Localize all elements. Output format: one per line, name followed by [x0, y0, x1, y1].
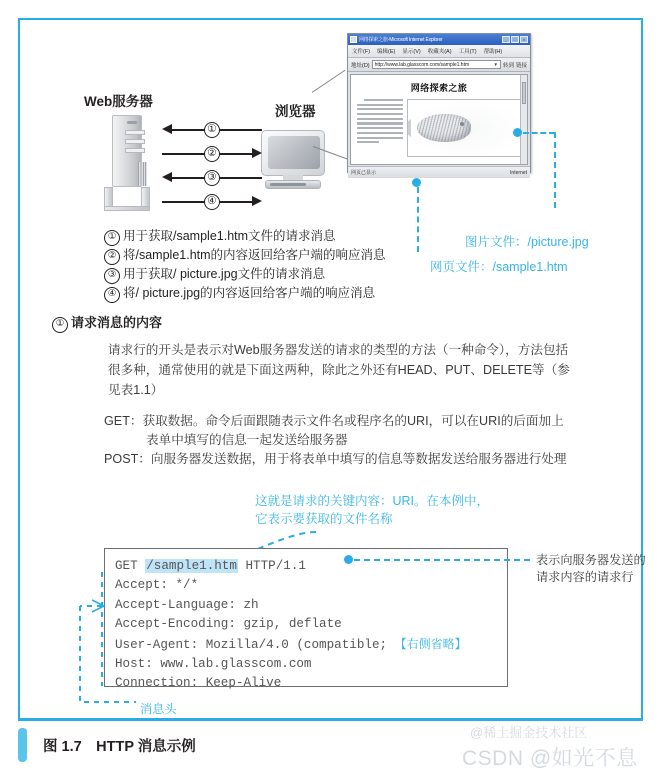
ie-browser-window[interactable] [347, 33, 531, 176]
arrow-row-3 [162, 171, 262, 185]
ie-window-buttons[interactable] [502, 36, 528, 43]
code-line-accept-encoding: Accept-Encoding: gzip, deflate [115, 617, 342, 632]
arrow-row-4 [162, 195, 262, 209]
monitor-screen [268, 136, 320, 169]
section-heading [52, 312, 162, 333]
page-scrollbar[interactable] [520, 75, 527, 164]
code-line-accept: Accept: */* [115, 578, 199, 593]
fish-tail [407, 119, 411, 137]
server-base [104, 185, 150, 211]
close-button[interactable]: × [520, 36, 528, 43]
callout-dash-image-h [523, 132, 555, 134]
chevron-down-icon[interactable]: ▼ [493, 62, 498, 67]
post-description: POST：向服务器发送数据，用于将表单中填写的信息等数据发送给服务器进行处理 [104, 452, 567, 466]
page-image-fish [407, 99, 521, 157]
legend-number: ④ [104, 287, 120, 303]
callout-image-file-label: 图片文件：/picture.jpg [465, 235, 589, 249]
links-button[interactable]: 链接 [515, 62, 527, 69]
legend-item [104, 227, 386, 246]
http-version: HTTP/1.1 [237, 559, 306, 573]
caption-accent-bar [18, 728, 27, 762]
status-text-right: Internet [510, 169, 527, 176]
address-input[interactable] [372, 60, 501, 69]
header-annotation: 消息头 [140, 702, 177, 716]
section-number: ① [52, 317, 68, 333]
caption-text: 图 1.7 HTTP 消息示例 [43, 738, 196, 755]
server-bay [125, 139, 145, 144]
menu-item-help[interactable]: 帮助(H) [483, 49, 503, 55]
menu-item-favorites[interactable]: 收藏夹(A) [427, 49, 452, 55]
section-paragraph: 请求行的开头是表示对Web服务器发送的请求的类型的方法（一种命令），方法包括很多种，通常使用的就是下面这两种，除此之外还有HEAD、PUT、DELETE等（参见表1.1） [108, 343, 570, 397]
http-request-code-block [104, 548, 508, 691]
watermark-bottom: CSDN @如光不息 [462, 747, 638, 770]
request-line-callout-dot [344, 555, 353, 564]
figure-frame-bottom-rule [18, 718, 643, 721]
legend-number: ③ [104, 268, 120, 284]
menu-item-view[interactable]: 显示(V) [402, 49, 421, 55]
legend-text: 用于获取/ picture.jpg文件的请求消息 [123, 267, 326, 281]
arrowhead-right-icon [252, 196, 262, 206]
menu-item-tools[interactable]: 工具(T) [458, 49, 477, 55]
figure-caption [18, 728, 643, 762]
user-agent-text: User-Agent: Mozilla/4.0 (compatible; [115, 637, 395, 652]
uri-annotation-line2: 它表示要获取的文件名称 [255, 512, 393, 526]
server-bay [125, 148, 145, 153]
ie-app-icon [350, 36, 357, 43]
code-line-accept-language: Accept-Language: zh [115, 597, 259, 612]
ie-title-bar [348, 34, 530, 45]
callout-dash-page-v [417, 187, 419, 252]
address-label: 地址(D) [351, 62, 370, 69]
browser-label: 浏览器 [275, 104, 316, 119]
server-bay [125, 130, 145, 135]
server-body [112, 115, 142, 187]
diagram-legend [104, 227, 386, 303]
uri-annotation-line1: 这就是请求的关键内容：URI。在本例中， [255, 494, 490, 508]
server-plinth [104, 206, 150, 211]
scrollbar-thumb[interactable] [522, 82, 526, 104]
http-uri: /sample1.htm [146, 559, 237, 573]
callout-dot-image [513, 128, 522, 137]
legend-text: 将/sample1.htm的内容返回给客户端的响应消息 [123, 248, 386, 262]
page-paragraph-placeholder [357, 99, 403, 157]
legend-item [104, 284, 386, 303]
ie-window-title: 网络探索之旅-Microsoft Internet Explorer [359, 37, 443, 43]
arrow-row-2 [162, 147, 262, 161]
arrow-number-2: ② [204, 146, 220, 162]
ie-address-bar[interactable] [348, 58, 530, 72]
page-heading: 网络探索之旅 [410, 83, 468, 93]
server-vent [138, 162, 147, 186]
request-line-annotation: 表示向服务器发送的请求内容的请求行 [536, 553, 646, 584]
arrow-number-4: ④ [204, 194, 220, 210]
code-line-connection: Connection: Keep-Alive [115, 676, 282, 691]
server-led [127, 121, 137, 124]
crt-monitor-icon [261, 130, 325, 192]
minimize-button[interactable]: _ [502, 36, 510, 43]
legend-number: ① [104, 230, 120, 246]
maximize-button[interactable]: □ [511, 36, 519, 43]
status-text-left: 网页已显示 [351, 170, 377, 176]
legend-text: 将/ picture.jpg的内容返回给客户端的响应消息 [123, 286, 376, 300]
fish-body [417, 114, 471, 142]
section-heading-text: 请求消息的内容 [71, 315, 163, 330]
omitted-marker: 【右侧省略】 [394, 636, 467, 651]
ie-menu-bar[interactable] [348, 45, 530, 58]
legend-item [104, 265, 386, 284]
request-line-callout-dash [354, 559, 530, 561]
menu-item-file[interactable]: 文件(F) [352, 49, 371, 55]
legend-text: 用于获取/sample1.htm文件的请求消息 [123, 229, 336, 243]
address-url-text: http://www.lab.glasscom.com/sample1.htm [374, 61, 470, 68]
go-button[interactable]: 转到 [502, 62, 514, 69]
code-line-host: Host: www.lab.glasscom.com [115, 657, 312, 672]
header-bracket [62, 566, 122, 711]
callout-dot-page [412, 178, 421, 187]
monitor-stand-inlay [270, 183, 306, 186]
monitor-case [261, 130, 325, 176]
web-server-label: Web服务器 [84, 94, 153, 109]
arrow-row-1 [162, 123, 262, 137]
callout-dash-image-v [554, 132, 556, 208]
method-description-block [104, 412, 614, 469]
watermark-top: @稀土掘金技术社区 [470, 725, 588, 740]
callout-page-file-label: 网页文件：/sample1.htm [430, 260, 568, 274]
server-tower-icon [104, 115, 150, 211]
code-line-user-agent [115, 635, 497, 655]
page-body [351, 94, 527, 157]
get-description-line2: 表单中填写的信息一起发送给服务器 [146, 433, 348, 447]
arrow-number-1: ① [204, 122, 220, 138]
fish-eye [460, 122, 464, 126]
arrowhead-right-icon [252, 148, 262, 158]
http-method: GET [115, 559, 146, 573]
get-description-line1: GET：获取数据。命令后面跟随表示文件名或程序名的URI，可以在URI的后面加上 [104, 414, 564, 428]
arrow-number-3: ③ [204, 170, 220, 186]
ie-page-content [350, 74, 528, 165]
menu-item-edit[interactable]: 编辑(E) [377, 49, 396, 55]
ie-status-bar [348, 166, 530, 178]
legend-number: ② [104, 249, 120, 265]
legend-item [104, 246, 386, 265]
uri-annotation [255, 492, 489, 528]
